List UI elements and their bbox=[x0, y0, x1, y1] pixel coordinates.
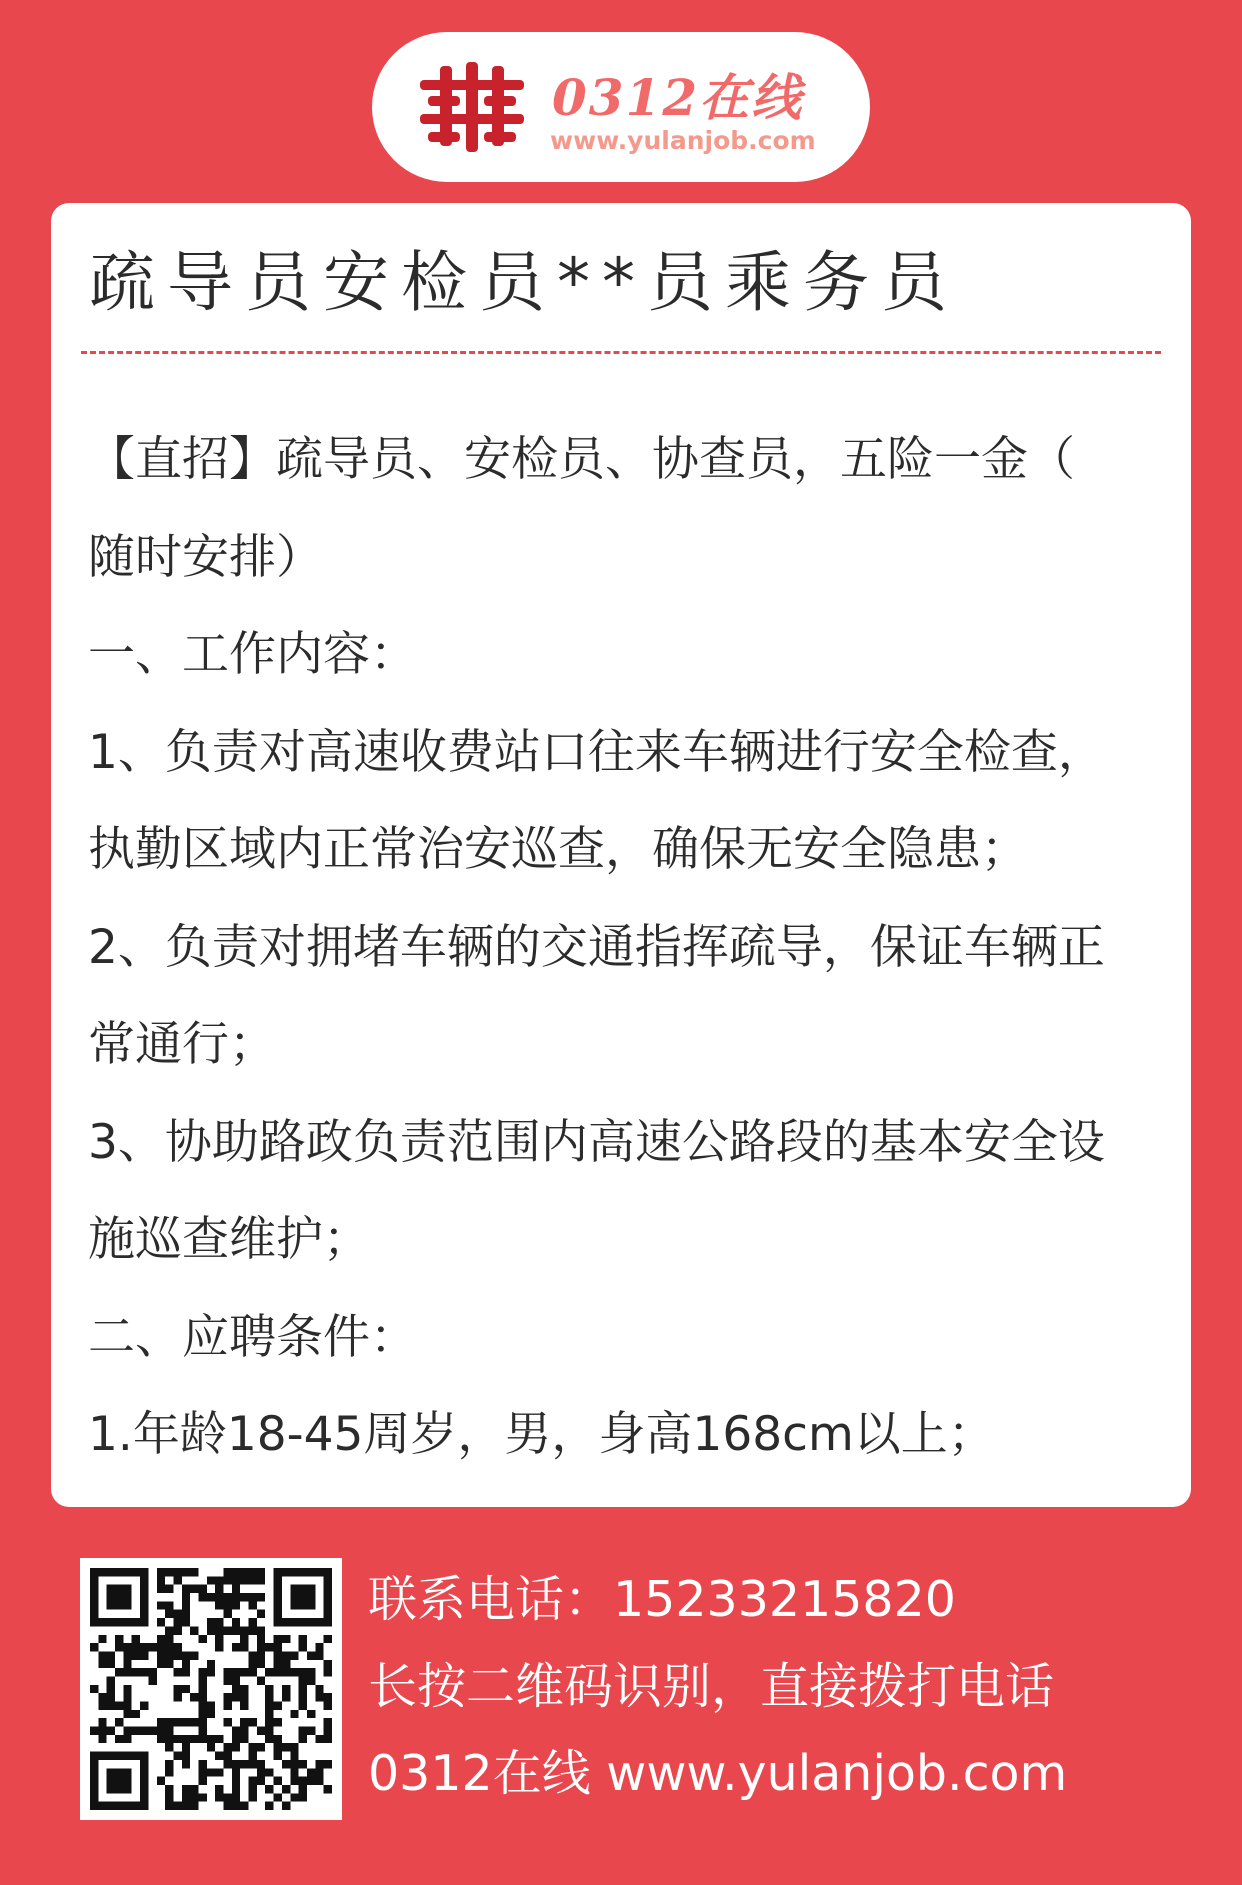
logo-title: 0312在线 bbox=[552, 68, 804, 127]
contact-info bbox=[368, 1556, 1067, 1817]
qr-code-icon bbox=[90, 1568, 332, 1810]
description-line: 2、负责对拥堵车辆的交通指挥疏导，保证车辆正 bbox=[88, 919, 1105, 975]
qr-code[interactable] bbox=[80, 1558, 342, 1820]
description-line: 1、负责对高速收费站口往来车辆进行安全检查， bbox=[88, 724, 1105, 780]
description-line: 【直招】疏导员、安检员、协查员，五险一金（ bbox=[88, 432, 1075, 487]
dashed-divider bbox=[81, 351, 1161, 354]
site-line[interactable]: 0312在线 www.yulanjob.com bbox=[368, 1745, 1068, 1802]
description-line: 随时安排） bbox=[88, 529, 323, 585]
job-description bbox=[88, 411, 1168, 1484]
job-title: 疏导员安检员**员乘务员 bbox=[89, 244, 959, 321]
section-heading: 一、工作内容： bbox=[88, 627, 417, 682]
description-line: 常通行； bbox=[88, 1017, 276, 1072]
logo-mark-icon bbox=[420, 62, 524, 152]
qr-instruction: 长按二维码识别，直接拨打电话 bbox=[368, 1658, 1055, 1715]
phone-line[interactable]: 联系电话：15233215820 bbox=[368, 1571, 956, 1628]
description-line: 1.年龄18-45周岁，男，身高168cm以上； bbox=[88, 1407, 995, 1462]
logo-banner bbox=[372, 32, 870, 182]
description-line: 施巡查维护； bbox=[88, 1212, 370, 1267]
description-line: 执勤区域内正常治安巡查，确保无安全隐患； bbox=[88, 822, 1028, 877]
description-line: 3、协助路政负责范围内高速公路段的基本安全设 bbox=[88, 1114, 1105, 1170]
section-heading: 二、应聘条件： bbox=[88, 1309, 417, 1365]
logo-url[interactable]: www.yulanjob.com bbox=[550, 126, 816, 155]
job-card bbox=[51, 203, 1191, 1507]
